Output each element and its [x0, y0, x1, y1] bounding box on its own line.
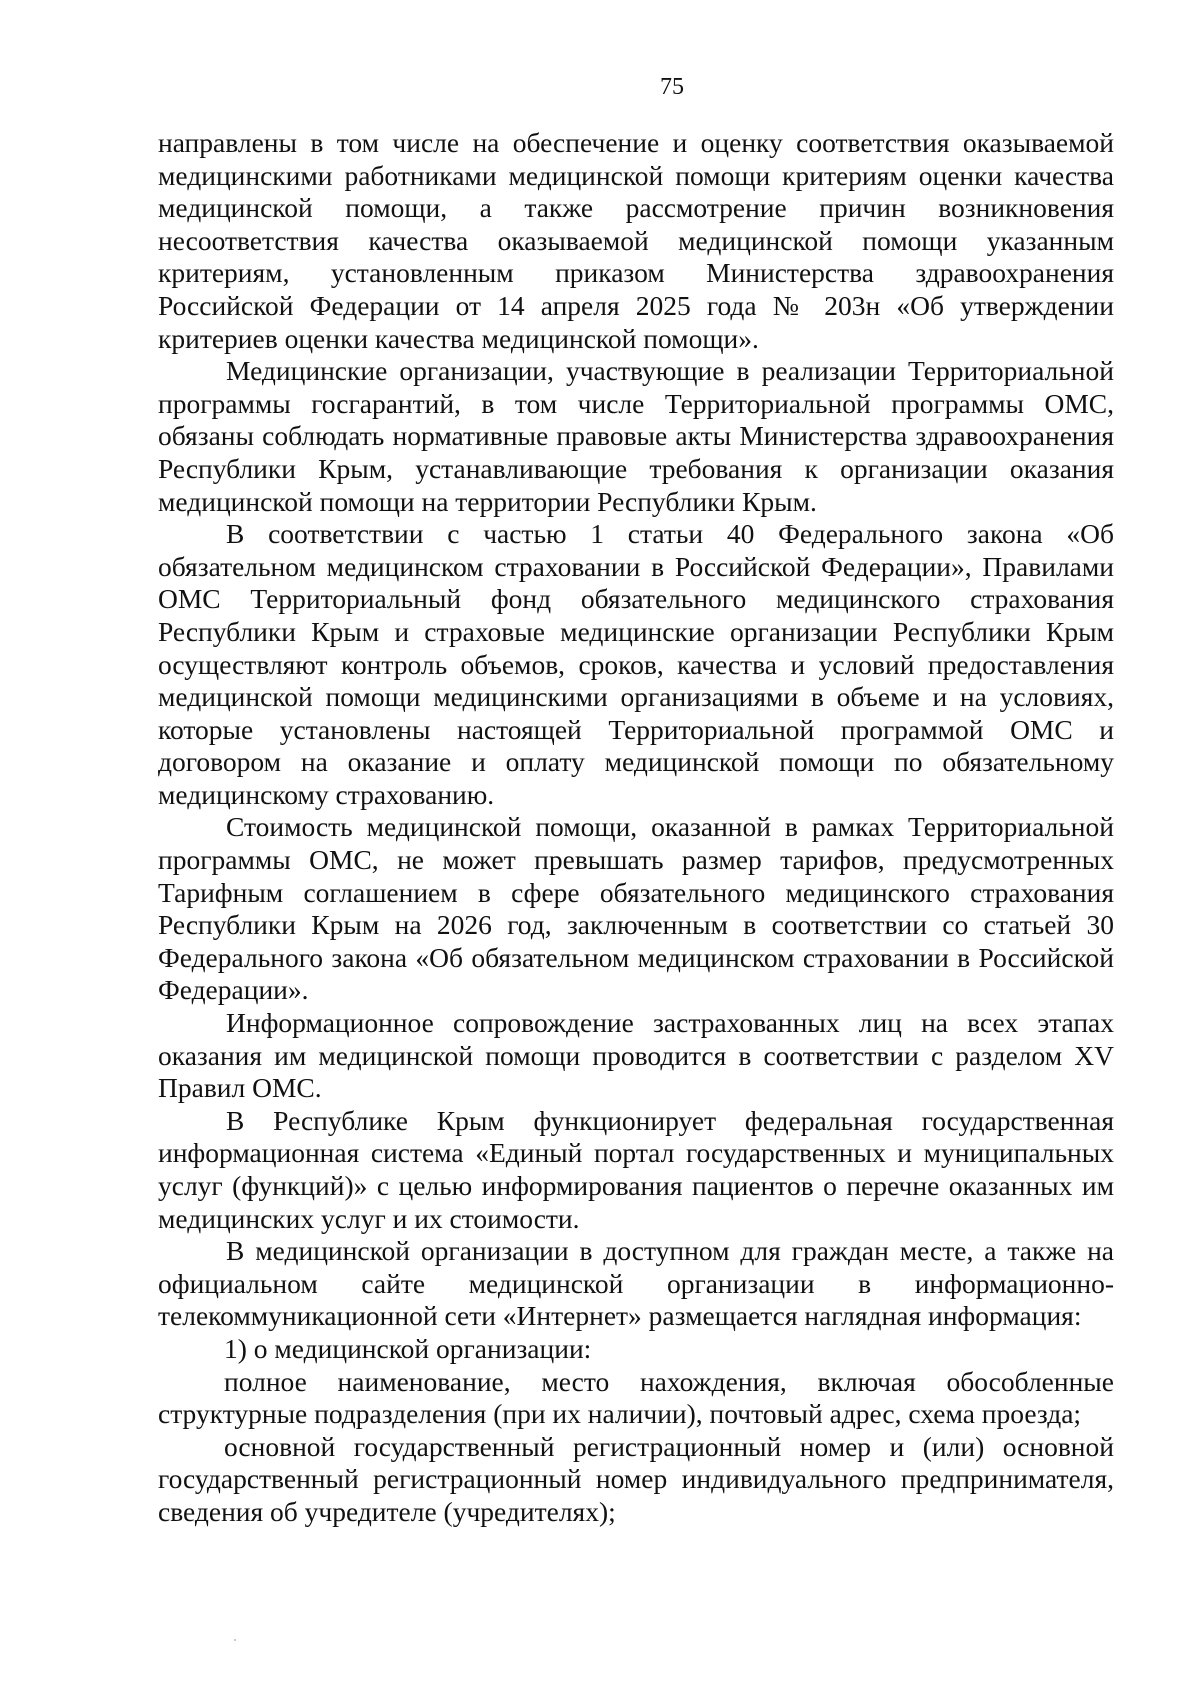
paragraph-visual-information: В медицинской организации в доступном для граждан месте, а также на официальном сайте медицинской организации в информационно-телекоммуникационной сети «Интернет» размещается наглядная информация:: [158, 1235, 1114, 1332]
page-number: 75: [660, 74, 684, 100]
scan-speck: [234, 1639, 236, 1641]
paragraph-information-support: Информационное сопровождение застрахованных лиц на всех этапах оказания им медицинской помощи проводится в соответствии с разделом XV Правил ОМС.: [158, 1007, 1114, 1104]
paragraph-continuation: направлены в том числе на обеспечение и оценку соответствия оказываемой медицинскими работниками медицинской помощи критериям оценки качества медицинской помощи, а также рассмотрение причин возникновения несоответствия качества оказываемой медицинской помощи указанным критериям, установленным приказом Министерства здравоохранения Российской Федерации от 14 апреля 2025 года № 203н «Об утверждении критериев оценки качества медицинской помощи».: [158, 127, 1114, 354]
paragraph-control: В соответствии с частью 1 статьи 40 Федерального закона «Об обязательном медицинском страховании в Российской Федерации», Правилами ОМС Территориальный фонд обязательного медицинского страхования Республики Крым и страховые медицинские организации Республики Крым осуществляют контроль объемов, сроков, качества и условий предоставления медицинской помощи медицинскими организациями в объеме и на условиях, которые установлены настоящей Территориальной программой ОМС и договором на оказание и оплату медицинской помощи по обязательному медицинскому страхованию.: [158, 518, 1114, 810]
paragraph-medical-organizations: Медицинские организации, участвующие в реализации Территориальной программы госгарантий, в том числе Территориальной программы ОМС, обязаны соблюдать нормативные правовые акты Министерства здравоохранения Республики Крым, устанавливающие требования к организации оказания медицинской помощи на территории Республики Крым.: [158, 355, 1114, 517]
paragraph-cost: Стоимость медицинской помощи, оказанной в рамках Территориальной программы ОМС, не может превышать размер тарифов, предусмотренных Тарифным соглашением в сфере обязательного медицинского страхования Республики Крым на 2026 год, заключенным в соответствии со статьей 30 Федерального закона «Об обязательном медицинском страховании в Российской Федерации».: [158, 811, 1114, 1006]
paragraph-full-name: полное наименование, место нахождения, включая обособленные структурные подразделения (при их наличии), почтовый адрес, схема проезда;: [158, 1365, 1114, 1430]
paragraph-state-portal: В Республике Крым функционирует федеральная государственная информационная система «Единый портал государственных и муниципальных услуг (функций)» с целью информирования пациентов о перечне оказанных им медицинских услуг и их стоимости.: [158, 1104, 1114, 1234]
document-body: [158, 127, 1114, 1529]
paragraph-registration-number: основной государственный регистрационный номер и (или) основной государственный регистрационный номер индивидуального предпринимателя, сведения об учредителе (учредителях);: [158, 1430, 1114, 1527]
list-item-organization-info: 1) о медицинской организации:: [224, 1332, 592, 1364]
